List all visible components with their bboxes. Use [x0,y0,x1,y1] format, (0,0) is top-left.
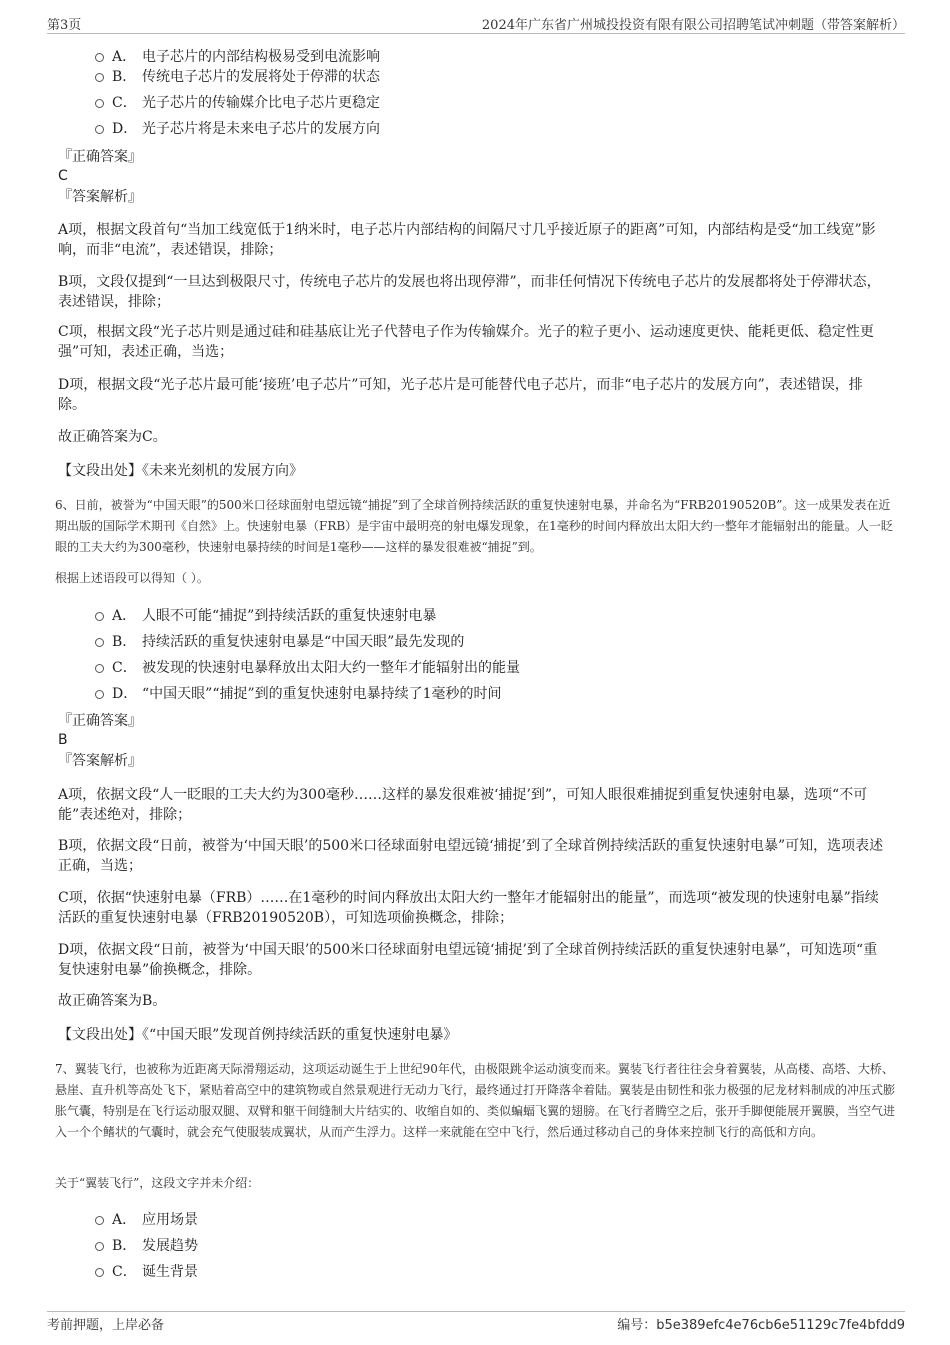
q6-analysis-label: 『答案解析』 [58,753,142,769]
q5-option-d[interactable]: D． 光子芯片将是未来电子芯片的发展方向 [95,119,380,139]
q5-conclusion: 故正确答案为C。 [58,429,167,445]
page-header [47,14,905,34]
q5-analysis-b: B项，文段仅提到“一旦达到极限尺寸，传统电子芯片的发展也将出现停滞”，而非任何情况下传统电子芯片的发展都将处于停滞状态，表述错误，排除； [58,274,881,310]
q5-option-c[interactable]: C． 光子芯片的传输媒介比电子芯片更稳定 [95,93,380,113]
radio-icon[interactable] [95,612,104,621]
radio-icon[interactable] [95,53,104,62]
q6-option-c[interactable]: C． 被发现的快速射电暴释放出太阳大约一整年才能辐射出的能量 [95,658,520,678]
radio-icon[interactable] [95,664,104,673]
footer-code-value: b5e389efc4e76cb6e51129c7fe4bfdd9 [656,1318,905,1333]
q5-analysis-a: A项，根据文段首句“当加工线宽低于1纳米时，电子芯片内部结构的间隔尺寸几乎接近原子的距离”可知，内部结构是受“加工线宽”影响，而非“电流”，表述错误，排除； [58,222,876,258]
q6-answer-label: 『正确答案』 [58,713,142,729]
radio-icon[interactable] [95,1216,104,1225]
q5-option-b[interactable]: B． 传统电子芯片的发展将处于停滞的状态 [95,67,380,87]
q7-option-c[interactable]: C． 诞生背景 [95,1262,198,1282]
q6-stem: 6、日前，被誉为“中国天眼”的500米口径球面射电望远镜“捕捉”到了全球首例持续活跃的重复快速射电暴，并命名为“FRB20190520B”。这一成果发表在近期出版的国际学术期刊《自然》上。快速射电暴（FRB）是宇宙中最明亮的射电爆发现象，在1毫秒的时间内释放出太阳大约一整年才能辐射出的能量。人一眨眼的工夫大约为300毫秒，快速射电暴持续的时间是1毫秒——这样的暴发很难被“捕捉”到。 [55,498,893,554]
q5-option-a[interactable]: A． 电子芯片的内部结构极易受到电流影响 [95,47,380,67]
footer-slogan: 考前押题，上岸必备 [47,1318,165,1333]
q7-option-a[interactable]: A． 应用场景 [95,1210,198,1230]
radio-icon[interactable] [95,638,104,647]
q6-analysis-a: A项，依据文段“人一眨眼的工夫大约为300毫秒……这样的暴发很难被‘捕捉’到”，可知人眼很难捕捉到重复快速射电暴，选项“不可能”表述绝对，排除； [58,787,868,823]
q5-analysis-d: D项，根据文段“光子芯片最可能‘接班’电子芯片”可知，光子芯片是可能替代电子芯片，而非“电子芯片的发展方向”，表述错误，排除。 [58,377,863,413]
q5-answer-label: 『正确答案』 [58,149,142,165]
q6-option-a[interactable]: A． 人眼不可能“捕捉”到持续活跃的重复快速射电暴 [95,606,436,626]
footer-divider [47,1311,905,1312]
q6-analysis-c: C项，依据“快速射电暴（FRB）……在1毫秒的时间内释放出太阳大约一整年才能辐射出的能量”，而选项“被发现的快速射电暴”指续活跃的重复快速射电暴（FRB20190520B），可知选项偷换概念，排除； [58,890,879,926]
q6-prompt: 根据上述语段可以得知（ ）。 [55,571,209,585]
q6-analysis-b: B项，依据文段“日前，被誉为‘中国天眼’的500米口径球面射电望远镜‘捕捉’到了全球首例持续活跃的重复快速射电暴”可知，选项表述正确，当选； [58,838,884,874]
page-number: 第3页 [47,18,82,33]
q5-source: 【文段出处】《未来光刻机的发展方向》 [58,463,303,479]
q7-prompt: 关于“翼装飞行”，这段文字并未介绍： [55,1176,260,1190]
radio-icon[interactable] [95,690,104,699]
document-title: 2024年广东省广州城投投资有限有限公司招聘笔试冲刺题（带答案解析） [481,18,905,33]
radio-icon[interactable] [95,1268,104,1277]
q5-answer: C [58,168,68,184]
q6-source: 【文段出处】《“中国天眼”发现首例持续活跃的重复快速射电暴》 [58,1027,458,1043]
q6-conclusion: 故正确答案为B。 [58,993,167,1009]
q7-option-b[interactable]: B． 发展趋势 [95,1236,198,1256]
q6-option-d[interactable]: D． “中国天眼”“捕捉”到的重复快速射电暴持续了1毫秒的时间 [95,684,502,704]
radio-icon[interactable] [95,1242,104,1251]
q6-option-b[interactable]: B． 持续活跃的重复快速射电暴是“中国天眼”最先发现的 [95,632,464,652]
radio-icon[interactable] [95,73,104,82]
q5-analysis-c: C项，根据文段“光子芯片则是通过硅和硅基底让光子代替电子作为传输媒介。光子的粒子更小、运动速度更快、能耗更低、稳定性更强”可知，表述正确，当选； [58,324,874,360]
q5-analysis-label: 『答案解析』 [58,189,142,205]
radio-icon[interactable] [95,99,104,108]
q6-analysis-d: D项，依据文段“日前，被誉为‘中国天眼’的500米口径球面射电望远镜‘捕捉’到了全球首例持续活跃的重复快速射电暴”，可知选项“重复快速射电暴”偷换概念，排除。 [58,942,878,978]
header-divider [47,33,905,34]
radio-icon[interactable] [95,125,104,134]
footer-code-label: 编号： [617,1318,657,1333]
footer-code [617,1314,905,1333]
q7-stem: 7、翼装飞行，也被称为近距离天际滑翔运动，这项运动诞生于上世纪90年代，由极限跳伞运动演变而来。翼装飞行者往往会身着翼装，从高楼、高塔、大桥、悬崖、直升机等高处飞下，紧贴着高空中的建筑物或自然景观进行无动力飞行，最终通过打开降落伞着陆。翼装是由韧性和张力极强的尼龙材料制成的冲压式膨胀气囊，特别是在飞行运动服双腿、双臂和躯干间缝制大片结实的、收缩自如的、类似蝙蝠飞翼的翅膀。在飞行者腾空之后，张开手脚便能展开翼膜，当空气进入一个个鳍状的气囊时，就会充气使服装成翼状，从而产生浮力。这样一来就能在空中飞行，然后通过移动自己的身体来控制飞行的高低和方向。 [55,1062,896,1139]
q6-answer: B [58,732,68,748]
